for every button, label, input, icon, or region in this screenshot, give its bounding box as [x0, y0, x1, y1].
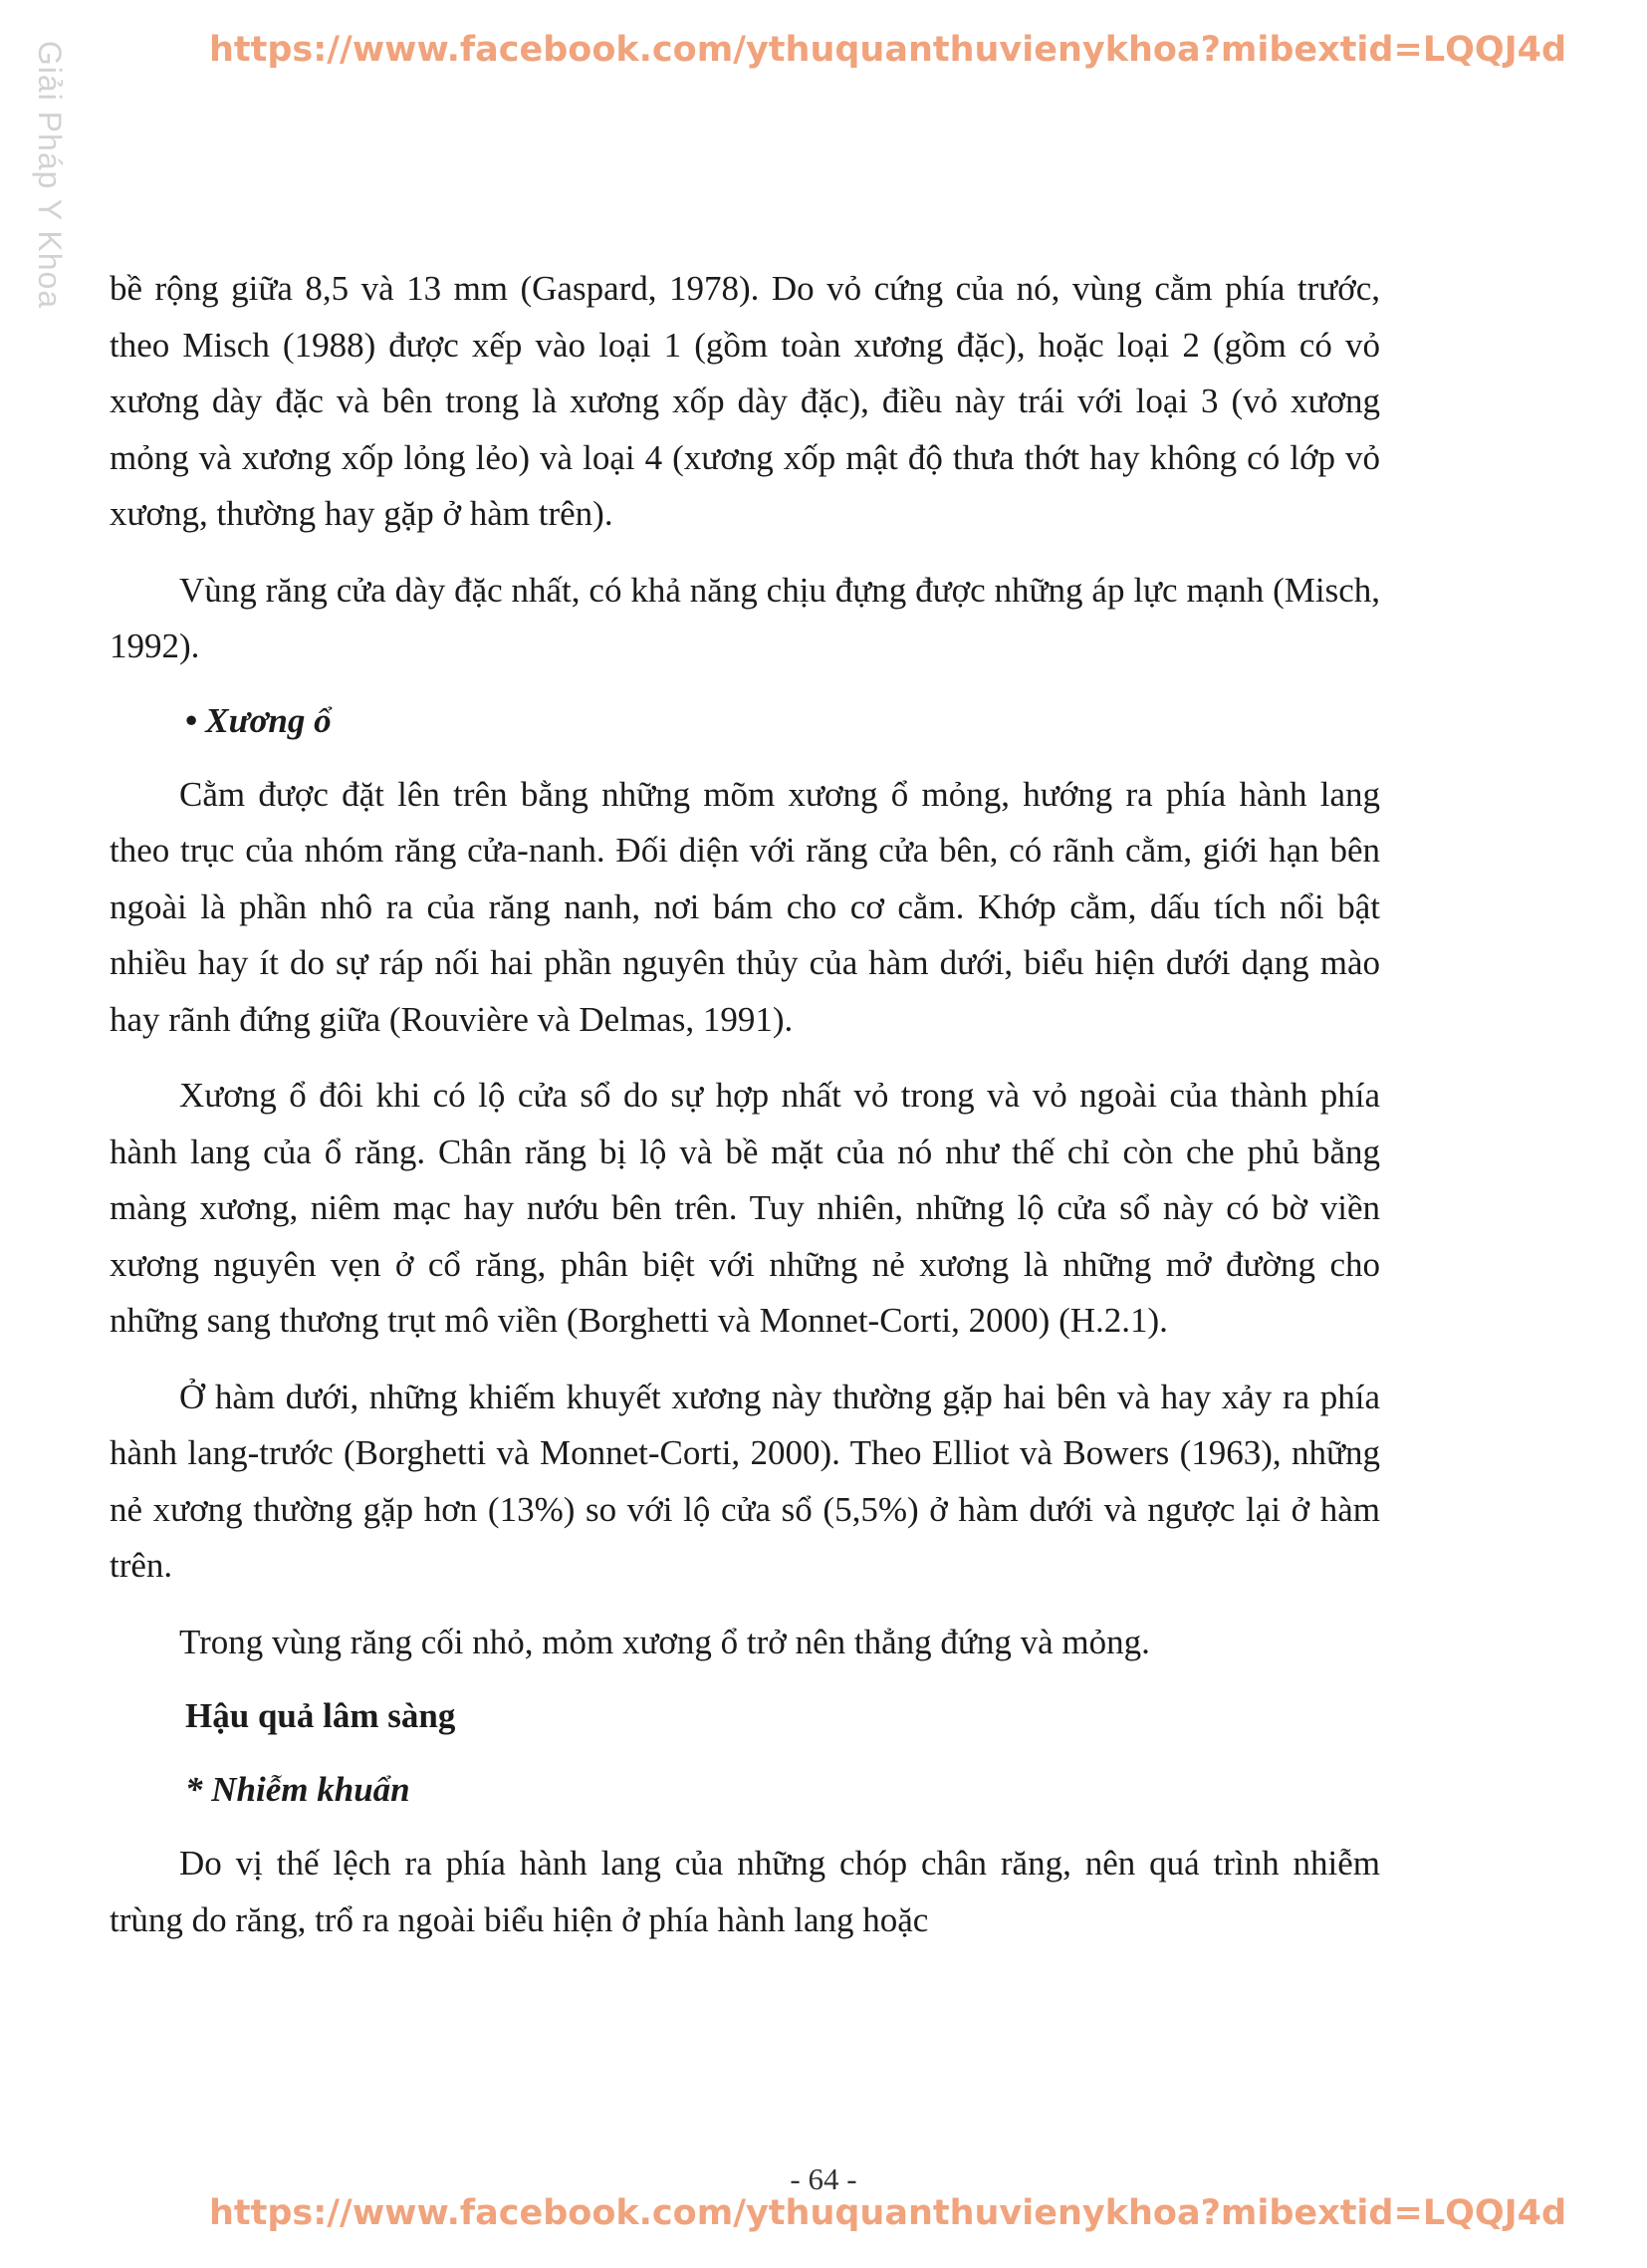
section-heading: Hậu quả lâm sàng: [185, 1696, 456, 1735]
paragraph-1: bề rộng giữa 8,5 và 13 mm (Gaspard, 1978). Do vỏ cứng của nó, vùng cằm phía trước, theo Misch (1988) được xếp vào loại 1 (gồm toàn xương đặc), hoặc loại 2 (gồm có vỏ xương dày đặc và bên trong là xương xốp dày đặc), điều này trái với loại 3 (vỏ xương mỏng và xương xốp lỏng lẻo) và loại 4 (xương xốp mật độ thưa thớt hay không có lớp vỏ xương, thường hay gặp ở hàm trên).: [110, 269, 1380, 533]
header-url-watermark: https://www.facebook.com/ythuquanthuvienykhoa?mibextid=LQQJ4d: [209, 30, 1567, 70]
bullet-dot-icon: •: [185, 700, 198, 740]
sub-heading: * Nhiễm khuẩn: [185, 1770, 410, 1809]
paragraph-5: Ở hàm dưới, những khiếm khuyết xương này thường gặp hai bên và hay xảy ra phía hành lang-trước (Borghetti và Monnet-Corti, 2000). Theo Elliot và Bowers (1963), những nẻ xương thường gặp hơn (13%) so với lộ cửa sổ (5,5%) ở hàm dưới và ngược lại ở hàm trên.: [110, 1377, 1380, 1585]
paragraph-3: Cằm được đặt lên trên bằng những mõm xương ổ mỏng, hướng ra phía hành lang theo trục của nhóm răng cửa-nanh. Đối diện với răng cửa bên, có rãnh cằm, giới hạn bên ngoài là phần nhô ra của răng nanh, nơi bám cho cơ cằm. Khớp cằm, dấu tích nổi bật nhiều hay ít do sự ráp nối hai phần nguyên thủy của hàm dưới, biểu hiện dưới dạng mào hay rãnh đứng giữa (Rouvière và Delmas, 1991).: [110, 774, 1380, 1039]
bullet-heading: [110, 693, 1380, 749]
bullet-heading-text: Xương ổ: [205, 700, 332, 740]
page-number: - 64 -: [790, 2161, 857, 2196]
page-body: [110, 261, 1380, 1948]
side-watermark: [2, 10, 98, 339]
side-watermark-text: Giải Pháp Y Khoa: [32, 40, 69, 309]
paragraph-7: Do vị thế lệch ra phía hành lang của những chóp chân răng, nên quá trình nhiễm trùng do răng, trổ ra ngoài biểu hiện ở phía hành lang hoặc: [110, 1844, 1380, 1939]
paragraph-6: Trong vùng răng cối nhỏ, mỏm xương ổ trở nên thẳng đứng và mỏng.: [179, 1622, 1150, 1661]
footer-url-watermark: https://www.facebook.com/ythuquanthuvienykhoa?mibextid=LQQJ4d: [209, 2193, 1567, 2233]
paragraph-2: Vùng răng cửa dày đặc nhất, có khả năng chịu đựng được những áp lực mạnh (Misch, 1992).: [110, 570, 1380, 665]
paragraph-4: Xương ổ đôi khi có lộ cửa sổ do sự hợp nhất vỏ trong và vỏ ngoài của thành phía hành lang của ổ răng. Chân răng bị lộ và bề mặt của nó như thế chỉ còn che phủ bằng màng xương, niêm mạc hay nướu bên trên. Tuy nhiên, những lộ cửa sổ này có bờ viền xương nguyên vẹn ở cổ răng, phân biệt với những nẻ xương là những mở đường cho những sang thương trụt mô viền (Borghetti và Monnet-Corti, 2000) (H.2.1).: [110, 1076, 1380, 1340]
